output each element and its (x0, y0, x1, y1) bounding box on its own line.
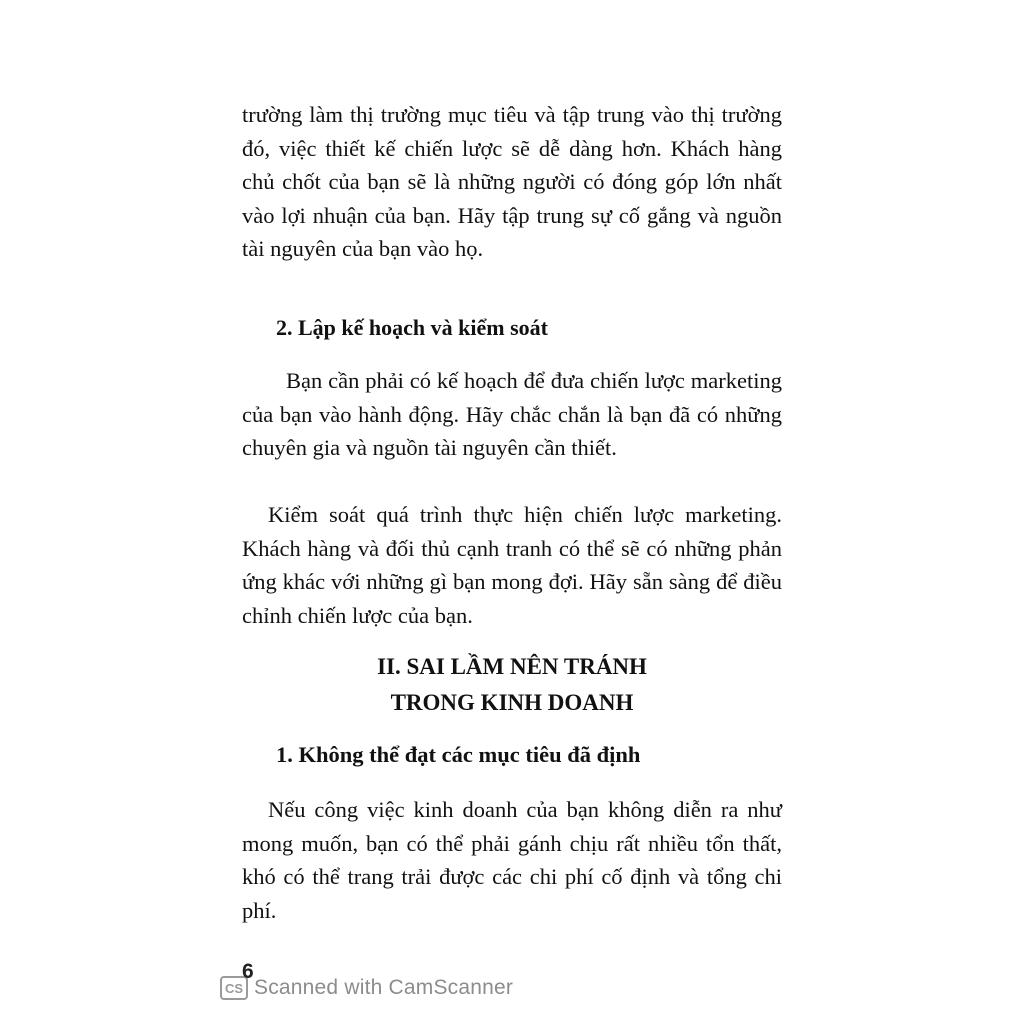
section-heading-planning-control: 2. Lập kế hoạch và kiểm soát (276, 315, 548, 340)
chapter-title-line-2: TRONG KINH DOANH (390, 690, 634, 715)
camscanner-watermark (220, 973, 513, 1003)
watermark-text: Scanned with CamScanner (254, 976, 514, 999)
paragraph-target-market: trường làm thị trường mục tiêu và tập trung vào thị trường đó, việc thiết kế chiến lược sẽ dễ dàng hơn. Khách hàng chủ chốt của bạn sẽ là những người có đóng góp lớn nhất vào lợi nhuận của bạn. Hãy tập trung sự cố gắng và nguồn tài nguyên của bạn vào họ. (242, 102, 782, 261)
camscanner-logo-icon: CS (220, 976, 248, 1000)
paragraph-planning: Bạn cần phải có kế hoạch để đưa chiến lược marketing của bạn vào hành động. Hãy chắc chắn là bạn đã có những chuyên gia và nguồn tài nguyên cần thiết. (242, 368, 782, 460)
subsection-heading-goals: 1. Không thể đạt các mục tiêu đã định (276, 742, 641, 767)
paragraph-goals: Nếu công việc kinh doanh của bạn không diễn ra như mong muốn, bạn có thể phải gánh chịu rất nhiều tổn thất, khó có thể trang trải được các chi phí cố định và tổng chi phí. (242, 797, 782, 923)
paragraph-control: Kiểm soát quá trình thực hiện chiến lược marketing. Khách hàng và đối thủ cạnh tranh có thể sẽ có những phản ứng khác với những gì bạn mong đợi. Hãy sẵn sàng để điều chỉnh chiến lược của bạn. (242, 502, 782, 628)
page-number: 6 (242, 960, 254, 983)
chapter-title-line-1: II. SAI LẦM NÊN TRÁNH (377, 654, 647, 679)
